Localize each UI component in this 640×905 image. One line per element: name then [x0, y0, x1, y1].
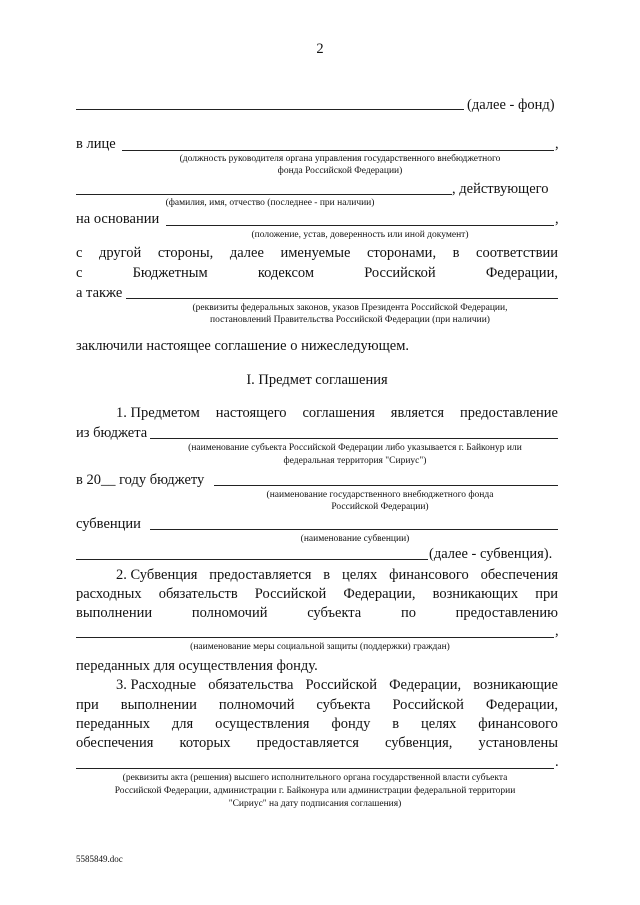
word: выполнении — [76, 605, 153, 621]
p3-line-4 — [76, 734, 558, 752]
note-act-3: "Сириус" на дату подписания соглашения) — [228, 799, 402, 809]
note-subject-2: федеральная территория "Сириус") — [283, 456, 427, 466]
note-laws-2: постановлений Правительства Российской Федерации (при наличии) — [210, 315, 490, 325]
other-side-line-2 — [76, 264, 558, 282]
word: кодексом — [257, 265, 315, 281]
word: предоставлению — [455, 605, 558, 621]
word: фонду — [331, 716, 371, 732]
note-fund-2: Российской Федерации) — [331, 502, 429, 512]
word: выполнении — [120, 697, 197, 713]
word: соответствии — [476, 245, 558, 261]
subvention-cont-line — [76, 559, 428, 560]
p2-line-3 — [76, 604, 558, 622]
footer-doc-id: 5585849.doc — [76, 854, 123, 864]
word: в — [323, 567, 331, 583]
word: сторонами, — [366, 245, 437, 261]
word: расходных — [76, 586, 142, 602]
fund-name-line — [76, 109, 464, 110]
word: установлены — [478, 735, 558, 751]
word: обязательства — [208, 677, 294, 693]
word: стороны, — [157, 245, 214, 261]
from-budget-label: из бюджета — [76, 425, 148, 441]
word: в — [452, 245, 460, 261]
word: Российской — [392, 697, 464, 713]
word: Федерации, — [485, 697, 558, 713]
p2-last-line: переданных для осуществления фонду. — [76, 658, 318, 674]
p1-line-1 — [116, 404, 558, 422]
fund-suffix: (далее - фонд) — [467, 97, 555, 113]
note-fund-1: (наименование государственного внебюджетного фонда — [266, 490, 494, 500]
head-position-line — [122, 150, 554, 151]
word: субъекта — [316, 697, 371, 713]
p2-comma: , — [555, 623, 559, 639]
in-person-comma: , — [555, 136, 559, 152]
p2-line-1 — [116, 566, 558, 584]
word: Российской — [305, 677, 377, 693]
note-basis: (положение, устав, доверенность или иной документ) — [251, 230, 469, 240]
subvention-suffix: (далее - субвенция). — [429, 546, 553, 562]
basis-comma: , — [555, 211, 559, 227]
word: для — [171, 716, 194, 732]
note-head-position-2: фонда Российской Федерации) — [277, 166, 403, 176]
word: осуществления — [215, 716, 310, 732]
word: соглашения — [302, 405, 375, 421]
note-act-1: (реквизиты акта (решения) высшего исполнительного органа государственной власти субъекта — [122, 773, 508, 783]
word: Федерации, — [389, 677, 462, 693]
word: целях — [421, 716, 457, 732]
in-person-label: в лице — [76, 136, 116, 152]
subvention-label: субвенции — [76, 516, 141, 532]
word: 1. Предметом — [116, 405, 200, 421]
word: именуемые — [280, 245, 351, 261]
word: полномочий — [218, 697, 295, 713]
also-label: а также — [76, 285, 123, 301]
year-label: в 20__ году бюджету — [76, 472, 205, 488]
other-side-line-1 — [76, 244, 558, 262]
word: Федерации, — [485, 265, 558, 281]
word: субвенция, — [384, 735, 453, 751]
section-title: I. Предмет соглашения — [246, 372, 388, 388]
word: настоящего — [215, 405, 287, 421]
word: обеспечения — [480, 567, 558, 583]
word: является — [390, 405, 445, 421]
word: Российской — [254, 586, 327, 602]
word: с — [76, 245, 83, 261]
word: с — [76, 265, 83, 281]
subvention-name-line — [150, 529, 558, 530]
word: предоставляется — [209, 567, 312, 583]
word: возникающих — [432, 586, 519, 602]
word: обеспечения — [76, 735, 154, 751]
note-subvention: (наименование субвенции) — [300, 534, 410, 544]
subject-budget-line — [150, 438, 558, 439]
page-number: 2 — [316, 41, 324, 57]
note-social-measure: (наименование меры социальной защиты (поддержки) граждан) — [190, 642, 450, 652]
note-laws-1: (реквизиты федеральных законов, указов Президента Российской Федерации, — [192, 303, 508, 313]
note-head-position-1: (должность руководителя органа управления государственного внебюджетного — [179, 154, 501, 164]
word: полномочий — [191, 605, 268, 621]
word: далее — [229, 245, 264, 261]
word: предоставление — [460, 405, 558, 421]
word: обязательств — [158, 586, 238, 602]
word: при — [535, 586, 558, 602]
fund-budget-line — [214, 485, 558, 486]
p3-period: . — [555, 754, 559, 770]
acting-suffix: , действующего — [452, 181, 549, 197]
word: предоставляется — [256, 735, 359, 751]
p2-line-2 — [76, 585, 558, 603]
act-requisites-line — [76, 768, 554, 769]
concluded-text: заключили настоящее соглашение о нижеследующем. — [76, 338, 410, 354]
p3-line-3 — [76, 715, 558, 733]
word: при — [76, 697, 99, 713]
word: по — [400, 605, 416, 621]
note-act-2: Российской Федерации, администрации г. Байконура или администрации федеральной территории — [114, 786, 516, 796]
word: в — [392, 716, 400, 732]
note-subject-1: (наименование субъекта Российской Федерации либо указывается г. Байконур или — [188, 443, 522, 453]
head-fio-line — [76, 194, 452, 195]
note-fio: (фамилия, имя, отчество (последнее - при наличии) — [165, 198, 375, 208]
word: другой — [98, 245, 142, 261]
p3-line-1 — [116, 676, 558, 694]
word: субъекта — [307, 605, 362, 621]
basis-document-line — [166, 225, 554, 226]
word: Российской — [364, 265, 436, 281]
word: Бюджетным — [132, 265, 208, 281]
word: переданных — [76, 716, 151, 732]
word: Федерации, — [343, 586, 416, 602]
word: которых — [179, 735, 231, 751]
word: 2. Субвенция — [116, 567, 198, 583]
word: финансового — [389, 567, 469, 583]
basis-label: на основании — [76, 211, 160, 227]
word: финансового — [478, 716, 558, 732]
word: возникающие — [473, 677, 558, 693]
social-measure-line — [76, 637, 554, 638]
word: 3. Расходные — [116, 677, 197, 693]
laws-line — [126, 298, 558, 299]
p3-line-2 — [76, 696, 558, 714]
word: целях — [341, 567, 378, 583]
